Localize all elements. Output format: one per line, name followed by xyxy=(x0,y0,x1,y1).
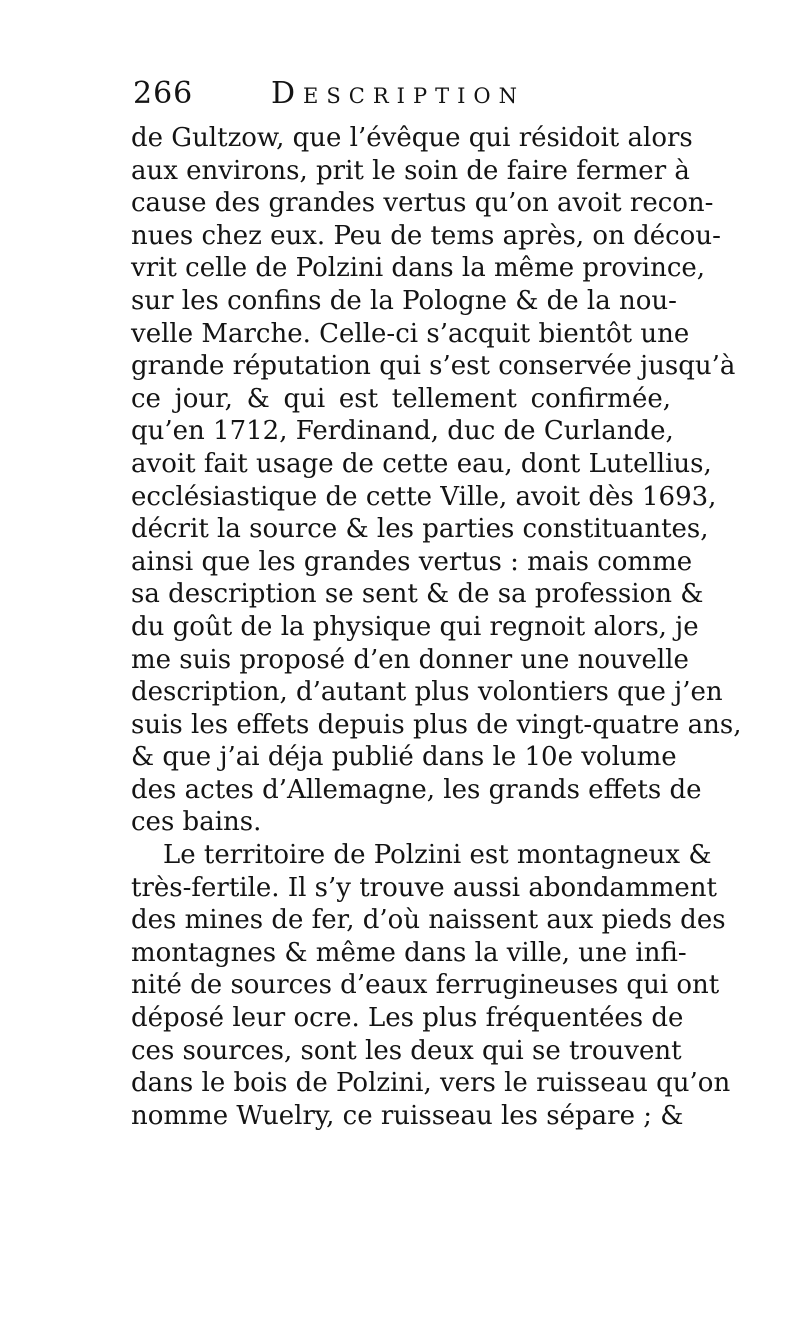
text-line: sa description se sent & de sa profession & xyxy=(131,579,704,610)
text-line: Le territoire de Polzini est montagneux & xyxy=(163,840,712,871)
page-header xyxy=(131,70,671,120)
text-line: nomme Wuelry, ce ruisseau les sépare ; & xyxy=(131,1100,684,1131)
text-line: du goût de la physique qui regnoit alors, je xyxy=(131,611,699,642)
page-number: 266 xyxy=(133,76,194,111)
paragraph-1 xyxy=(131,122,742,839)
text-line: déposé leur ocre. Les plus fréquentées de xyxy=(131,1003,684,1034)
text-line: sur les confins de la Pologne & de la nou- xyxy=(131,285,677,316)
body-text xyxy=(131,122,742,1132)
text-line: aux environs, prit le soin de faire fermer à xyxy=(131,155,690,186)
text-line: cause des grandes vertus qu’on avoit recon- xyxy=(131,188,714,219)
text-line: vrit celle de Polzini dans la même province, xyxy=(131,253,706,284)
text-line: de Gultzow, que l’évêque qui résidoit alors xyxy=(131,123,693,153)
paragraph-2 xyxy=(131,839,731,1132)
text-line: avoit fait usage de cette eau, dont Lutellius, xyxy=(131,448,712,479)
running-head: Description xyxy=(271,76,525,111)
text-line: description, d’autant plus volontiers que j’en xyxy=(131,677,723,708)
text-line: décrit la source & les parties constituantes, xyxy=(131,514,709,545)
text-line: ainsi que les grandes vertus : mais comme xyxy=(131,546,693,577)
text-line: très-fertile. Il s’y trouve aussi abondamment xyxy=(131,872,717,903)
text-line: nues chez eux. Peu de tems après, on décou- xyxy=(131,220,721,251)
text-line: ces bains. xyxy=(131,807,262,838)
text-line: des actes d’Allemagne, les grands effets de xyxy=(131,774,702,805)
text-line: velle Marche. Celle-ci s’acquit bientôt une xyxy=(131,318,690,349)
text-line: ecclésiastique de cette Ville, avoit dès 1693, xyxy=(131,481,717,512)
text-line: des mines de fer, d’où naissent aux pieds des xyxy=(131,905,726,936)
text-line: nité de sources d’eaux ferrugineuses qui ont xyxy=(131,970,720,1001)
text-line: qu’en 1712, Ferdinand, duc de Curlande, xyxy=(131,416,674,447)
text-line: montagnes & même dans la ville, une infi- xyxy=(131,937,687,968)
text-line: me suis proposé d’en donner une nouvelle xyxy=(131,644,689,675)
text-line: ces sources, sont les deux qui se trouvent xyxy=(131,1035,682,1066)
text-line: & que j’ai déja publié dans le 10e volume xyxy=(131,742,677,773)
text-line: grande réputation qui s’est conservée jusqu’à xyxy=(131,351,736,382)
text-line: suis les effets depuis plus de vingt-quatre ans, xyxy=(131,709,742,740)
text-line: dans le bois de Polzini, vers le ruisseau qu’on xyxy=(131,1068,731,1099)
text-line: ce jour, & qui est tellement confirmée, xyxy=(131,383,671,414)
